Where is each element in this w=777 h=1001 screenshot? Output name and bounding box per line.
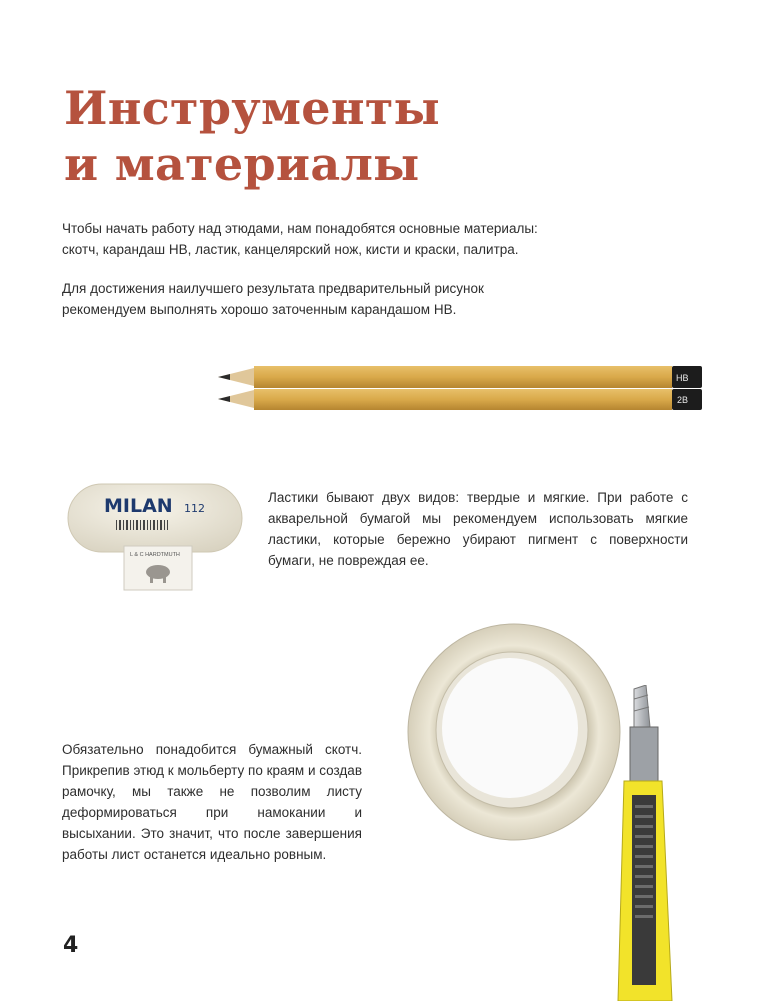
intro-paragraph: Чтобы начать работу над этюдами, нам понадобятся основные материалы: скотч, карандаш НВ, ластик, канцелярский нож, кисти и краски, палитра. (62, 221, 538, 257)
page-number: 4 (63, 933, 79, 958)
title-line-1: Инструменты (64, 81, 441, 135)
pencil-grade-2b: 2B (677, 395, 689, 405)
eraser-paragraph: Ластики бывают двух видов: твердые и мягкие. При работе с акварельной бумагой мы рекомендуем использовать мягкие ластики, которые бережно убирают пигмент с поверхности бумаги, не повреждая ее. (268, 490, 688, 568)
pencil-2b (218, 389, 702, 410)
tape-paragraph: Обязательно понадобится бумажный скотч. Прикрепив этюд к мольберту по краям и создав рамочку, мы также не позволим листу деформироваться при намокании и высыхании. Это значит, что после завершения работы лист останется идеально ровным. (62, 742, 362, 862)
pencil-paragraph: Для достижения наилучшего результата предварительный рисунок рекомендуем выполнять хорошо заточенным карандашом НВ. (62, 281, 484, 317)
utility-knife-icon (610, 685, 686, 1001)
page-title (64, 80, 440, 192)
pencils-icon (214, 356, 704, 416)
eraser-model: 112 (184, 502, 205, 515)
eraser-label: L & C HARDTMUTH (130, 552, 180, 558)
masking-tape-icon (404, 620, 624, 845)
pencil-grade-hb: HB (676, 373, 689, 383)
title-line-2: и материалы (64, 137, 420, 191)
eraser-icon (64, 478, 246, 594)
pencil-hb (218, 366, 702, 388)
eraser-brand: MILAN (104, 495, 173, 517)
